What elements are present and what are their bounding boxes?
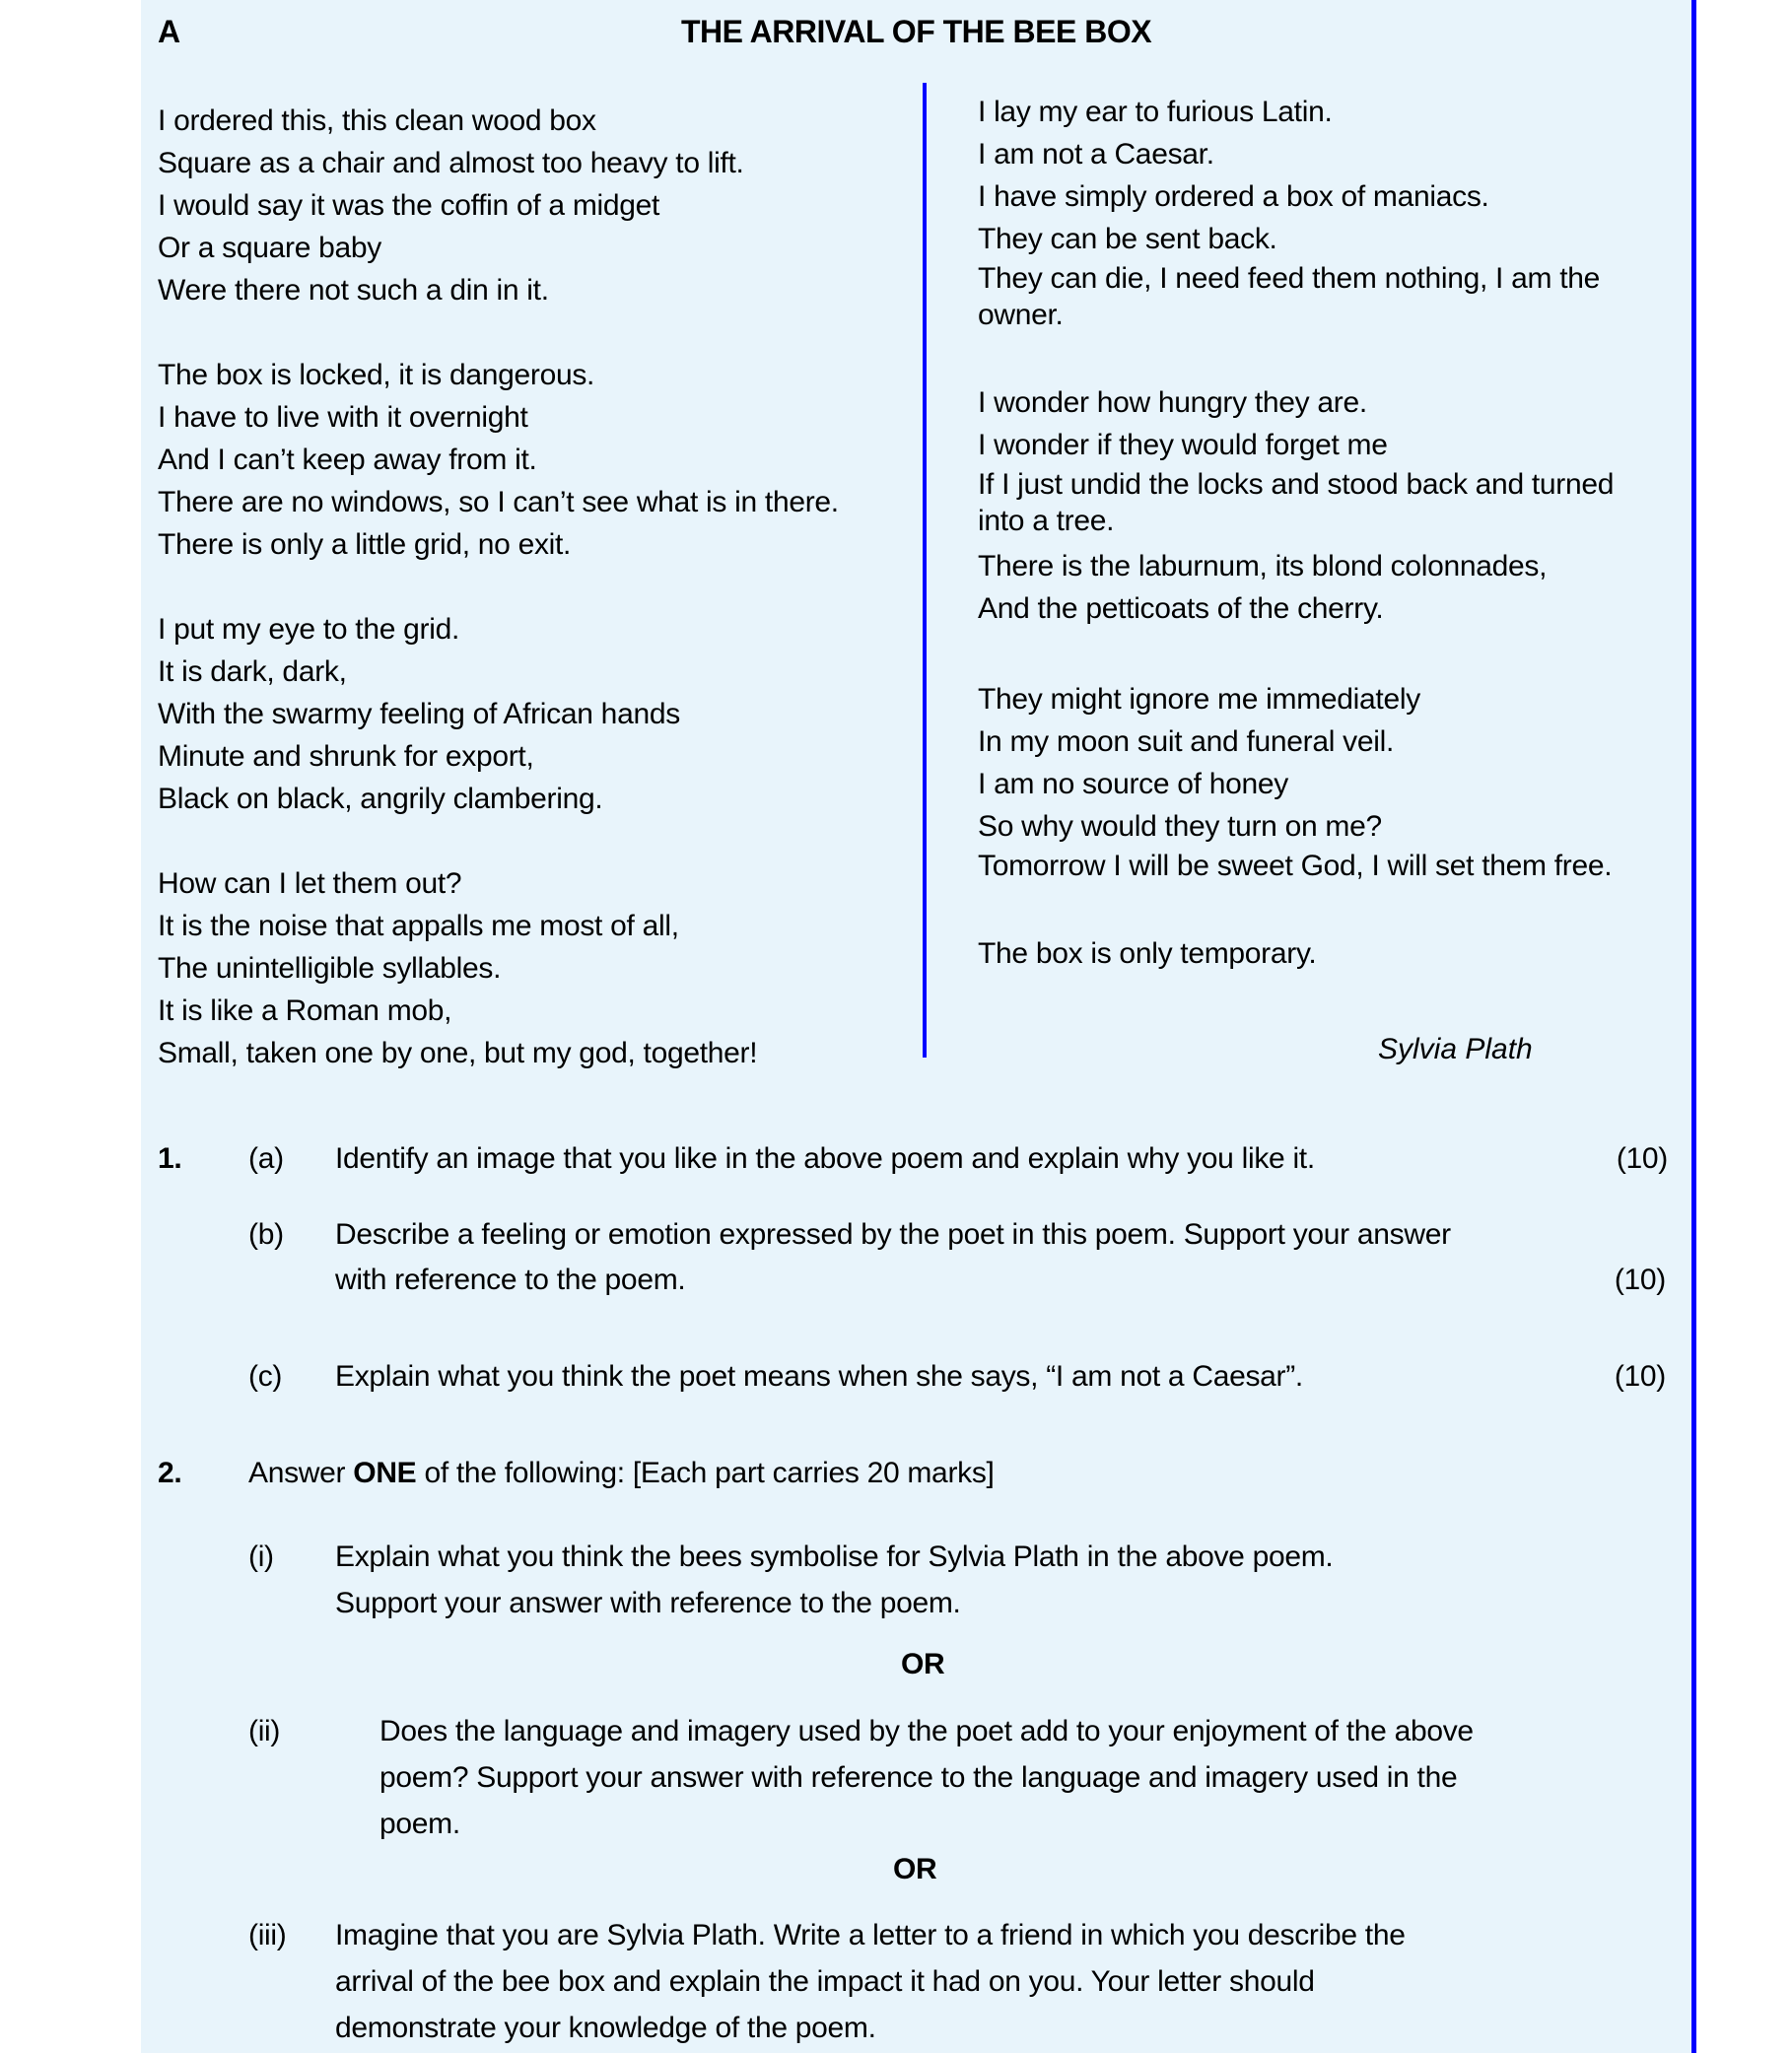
poem-title: THE ARRIVAL OF THE BEE BOX [680,14,1152,49]
poem-line: So why would they turn on me? [978,810,1382,843]
poem-line: There are no windows, so I can’t see what is in there. [158,486,839,518]
poem-line: Square as a chair and almost too heavy to lift. [158,147,744,179]
part-text: Does the language and imagery used by the poet add to your enjoyment of the above [379,1715,1474,1747]
or-separator: OR [901,1648,945,1680]
intro-text: Answer [248,1457,354,1489]
panel-right-border [1691,0,1696,2053]
poem-line: I lay my ear to furious Latin. [978,96,1333,128]
poem-line: Black on black, angrily clambering. [158,783,603,815]
poem-line: I have to live with it overnight [158,401,528,434]
part-text: Explain what you think the poet means when she says, “I am not a Caesar”. [335,1360,1303,1393]
poem-left-column [158,100,917,1117]
part-text: poem? Support your answer with reference to the language and imagery used in the [379,1761,1458,1794]
part-label: (i) [248,1540,274,1573]
part-text: poem. [379,1808,460,1840]
part-text: arrival of the bee box and explain the impact it had on you. Your letter should [335,1965,1315,1998]
poem-line: If I just undid the locks and stood back and turned into a tree. [978,468,1615,537]
poem-line: The box is only temporary. [978,937,1317,970]
poem-line: They can die, I need feed them nothing, I am the owner. [978,262,1601,331]
poem-line: Or a square baby [158,232,381,264]
stanza [978,91,1658,333]
intro-emphasis: ONE [353,1457,417,1489]
poem-line: The unintelligible syllables. [158,952,502,985]
poem-line: It is the noise that appalls me most of all, [158,910,679,942]
part-label: (a) [248,1142,284,1175]
or-separator: OR [893,1853,937,1885]
poem-line: It is like a Roman mob, [158,994,452,1027]
poem-line: I have simply ordered a box of maniacs. [978,180,1489,213]
stanza [978,678,1658,884]
stanza [978,932,1658,975]
part-label: (ii) [248,1715,281,1747]
poem-line: The box is locked, it is dangerous. [158,359,595,391]
part-text: Imagine that you are Sylvia Plath. Write a letter to a friend in which you describe the [335,1919,1406,1951]
poem-line: I would say it was the coffin of a midget [158,189,660,222]
part-text: Identify an image that you like in the above poem and explain why you like it. [335,1142,1315,1175]
poem-line: And the petticoats of the cherry. [978,592,1384,625]
poem-right-column [978,91,1658,1017]
part-label: (b) [248,1218,284,1251]
stanza [978,381,1658,630]
poem-line: I am no source of honey [978,768,1288,800]
poem-line: I wonder if they would forget me [978,429,1388,461]
column-divider [923,83,927,1058]
poem-line: I ordered this, this clean wood box [158,104,596,137]
question-number: 1. [158,1142,182,1175]
poem-line: I wonder how hungry they are. [978,386,1367,419]
poem-line: They can be sent back. [978,223,1277,255]
poem-line: In my moon suit and funeral veil. [978,725,1394,758]
poem-line: Tomorrow I will be sweet God, I will set them free. [978,850,1613,882]
stanza [158,862,917,1074]
part-label: (iii) [248,1919,287,1951]
part-text: Describe a feeling or emotion expressed by the poet in this poem. Support your answer [335,1218,1451,1251]
part-text: Explain what you think the bees symbolise for Sylvia Plath in the above poem. [335,1540,1334,1573]
part-text: with reference to the poem. [335,1264,686,1296]
poem-line: How can I let them out? [158,867,462,900]
part-text: Support your answer with reference to the poem. [335,1587,961,1619]
poem-line: I am not a Caesar. [978,138,1214,171]
poem-line: It is dark, dark, [158,655,347,688]
poem-line: Were there not such a din in it. [158,274,549,307]
poem-line: Minute and shrunk for export, [158,740,534,773]
poem-line: With the swarmy feeling of African hands [158,698,680,730]
part-text: demonstrate your knowledge of the poem. [335,2012,876,2044]
poem-line: There is only a little grid, no exit. [158,528,572,561]
marks: (10) [1614,1264,1666,1296]
poem-line: And I can’t keep away from it. [158,444,537,476]
question-number: 2. [158,1457,182,1489]
part-label: (c) [248,1360,283,1393]
stanza [158,608,917,820]
intro-text: of the following: [Each part carries 20 marks] [416,1457,995,1489]
poem-line: There is the laburnum, its blond colonnades, [978,550,1548,582]
marks: (10) [1614,1360,1666,1393]
stanza [158,100,917,311]
section-letter: A [158,14,181,49]
poem-line: They might ignore me immediately [978,683,1420,716]
poem-author: Sylvia Plath [1378,1033,1533,1065]
poem-line: Small, taken one by one, but my god, together! [158,1037,758,1069]
marks: (10) [1616,1142,1668,1175]
stanza [158,354,917,566]
poem-line: I put my eye to the grid. [158,613,459,646]
